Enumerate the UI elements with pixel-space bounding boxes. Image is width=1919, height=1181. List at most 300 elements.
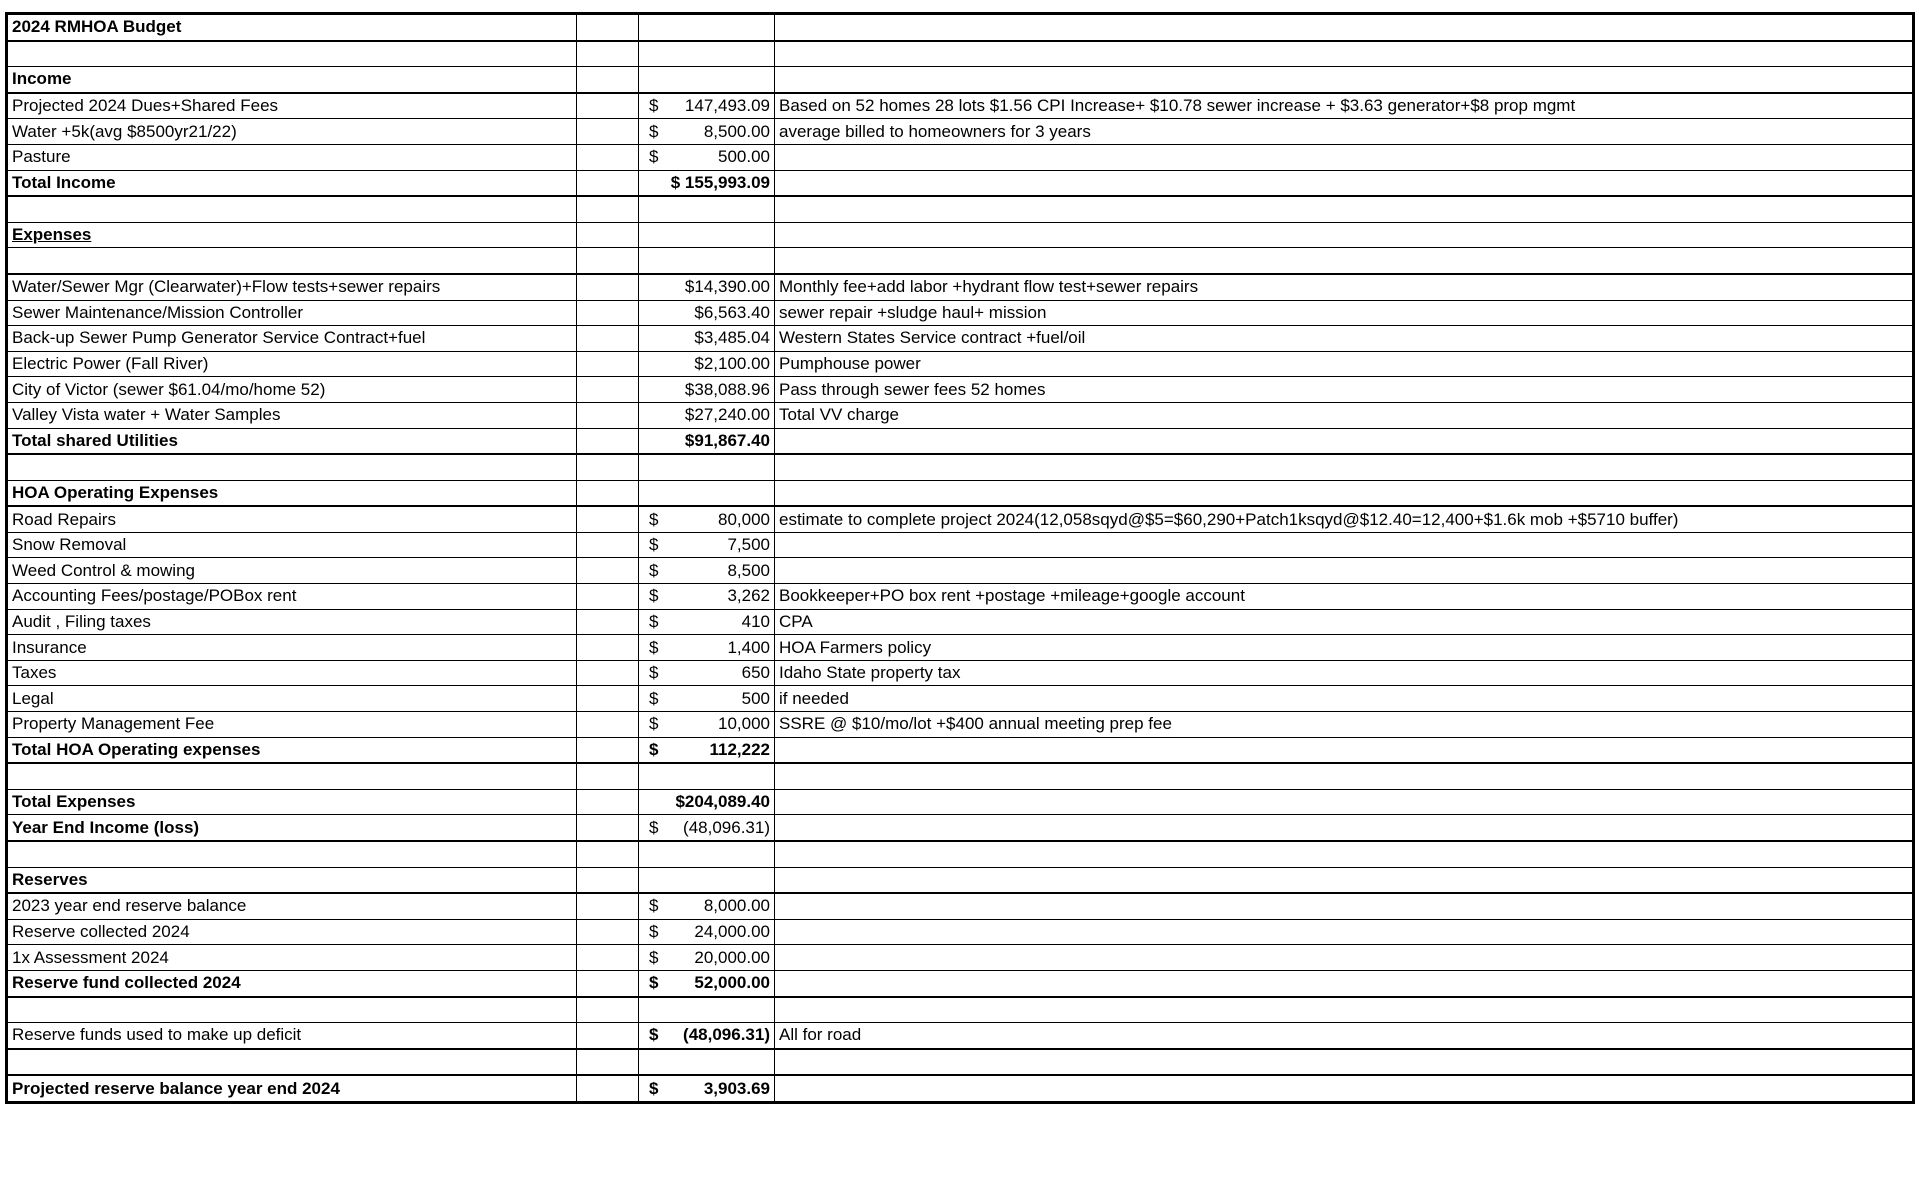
amount-value: $3,485.04: [694, 328, 770, 348]
cell-spacer[interactable]: [577, 351, 639, 377]
amount-wrap: [643, 1077, 770, 1101]
cell-note[interactable]: [775, 14, 1914, 41]
cell-amount[interactable]: [639, 712, 775, 738]
cell-label[interactable]: [7, 970, 577, 996]
amount-value: 8,500.00: [703, 121, 770, 141]
budget-spreadsheet: [5, 12, 1915, 1104]
cell-amount[interactable]: [639, 997, 775, 1023]
cell-amount[interactable]: [639, 1049, 775, 1076]
budget-row: [7, 841, 1914, 867]
row-label: Accounting Fees/postage/POBox rent: [12, 586, 297, 606]
cell-amount[interactable]: [639, 222, 775, 248]
row-note: Based on 52 homes 28 lots $1.56 CPI Increase+ $10.78 sewer increase + $3.63 generator+$8 prop mgmt: [779, 96, 1576, 116]
row-note: Total VV charge: [779, 405, 900, 425]
amount-wrap: [643, 584, 770, 608]
cell-spacer[interactable]: [577, 377, 639, 403]
cell-amount[interactable]: [639, 248, 775, 274]
cell-label[interactable]: [7, 196, 577, 222]
cell-spacer[interactable]: [577, 789, 639, 815]
cell-amount[interactable]: [639, 763, 775, 789]
budget-row: [7, 609, 1914, 635]
cell-label[interactable]: [7, 274, 577, 300]
row-label: Reserve fund collected 2024: [12, 973, 241, 993]
amount-value: $204,089.40: [675, 792, 770, 812]
row-label: Year End Income (loss): [12, 817, 200, 837]
cell-amount[interactable]: [639, 402, 775, 428]
row-label: Snow Removal: [12, 535, 127, 555]
row-label: Total shared Utilities: [12, 430, 178, 450]
cell-label[interactable]: [7, 893, 577, 919]
cell-label[interactable]: [7, 248, 577, 274]
cell-label[interactable]: [7, 377, 577, 403]
cell-amount[interactable]: [639, 686, 775, 712]
cell-label[interactable]: [7, 737, 577, 763]
amount-wrap: [643, 533, 770, 557]
cell-amount[interactable]: [639, 635, 775, 661]
cell-amount[interactable]: [639, 428, 775, 454]
amount-wrap: [643, 508, 770, 532]
cell-spacer[interactable]: [577, 506, 639, 532]
cell-spacer[interactable]: [577, 867, 639, 893]
cell-label[interactable]: [7, 170, 577, 196]
cell-note[interactable]: [775, 584, 1914, 610]
cell-label[interactable]: [7, 1023, 577, 1049]
cell-amount[interactable]: [639, 1023, 775, 1049]
cell-amount[interactable]: [639, 737, 775, 763]
cell-label[interactable]: [7, 584, 577, 610]
amount-wrap: [643, 610, 770, 634]
row-note: Western States Service contract +fuel/oil: [779, 328, 1086, 348]
amount-value: 500.00: [718, 147, 770, 167]
budget-row: [7, 402, 1914, 428]
cell-label[interactable]: [7, 144, 577, 170]
cell-amount[interactable]: [639, 300, 775, 326]
amount-wrap: [643, 171, 770, 195]
cell-spacer[interactable]: [577, 222, 639, 248]
amount-wrap: [643, 429, 770, 453]
cell-amount[interactable]: [639, 506, 775, 532]
cell-amount[interactable]: [639, 893, 775, 919]
currency-symbol: $: [649, 947, 659, 967]
cell-note[interactable]: [775, 274, 1914, 300]
cell-label[interactable]: [7, 686, 577, 712]
cell-spacer[interactable]: [577, 532, 639, 558]
budget-row: [7, 763, 1914, 789]
cell-amount[interactable]: [639, 351, 775, 377]
cell-spacer[interactable]: [577, 170, 639, 196]
amount-value: 3,903.69: [703, 1078, 770, 1098]
cell-note[interactable]: [775, 686, 1914, 712]
cell-label[interactable]: [7, 867, 577, 893]
amount-wrap: [643, 275, 770, 299]
cell-spacer[interactable]: [577, 93, 639, 119]
cell-spacer[interactable]: [577, 609, 639, 635]
row-label: Road Repairs: [12, 509, 116, 529]
cell-note[interactable]: [775, 660, 1914, 686]
cell-amount[interactable]: [639, 170, 775, 196]
cell-spacer[interactable]: [577, 1075, 639, 1102]
row-label: City of Victor (sewer $61.04/mo/home 52): [12, 379, 326, 399]
budget-row: [7, 997, 1914, 1023]
row-label: Legal: [12, 688, 54, 708]
cell-label[interactable]: [7, 841, 577, 867]
cell-amount[interactable]: [639, 326, 775, 352]
cell-spacer[interactable]: [577, 584, 639, 610]
amount-wrap: [643, 946, 770, 970]
amount-value: 80,000: [718, 509, 770, 529]
cell-note[interactable]: [775, 93, 1914, 119]
amount-value: 410: [741, 611, 770, 631]
currency-symbol: $: [649, 147, 659, 167]
amount-wrap: [643, 894, 770, 918]
cell-note[interactable]: [775, 945, 1914, 971]
cell-note[interactable]: [775, 222, 1914, 248]
amount-wrap: [643, 378, 770, 402]
amount-wrap: [643, 738, 770, 762]
row-label: Pasture: [12, 147, 71, 167]
cell-amount[interactable]: [639, 480, 775, 506]
cell-spacer[interactable]: [577, 635, 639, 661]
cell-amount[interactable]: [639, 945, 775, 971]
cell-spacer[interactable]: [577, 919, 639, 945]
row-label: Reserves: [12, 869, 88, 889]
cell-spacer[interactable]: [577, 326, 639, 352]
currency-symbol: $: [649, 817, 659, 837]
budget-row: [7, 93, 1914, 119]
row-label: Reserve collected 2024: [12, 922, 190, 942]
row-note: sewer repair +sludge haul+ mission: [779, 302, 1047, 322]
cell-label[interactable]: [7, 480, 577, 506]
cell-spacer[interactable]: [577, 144, 639, 170]
currency-symbol: $: [649, 586, 659, 606]
cell-spacer[interactable]: [577, 454, 639, 480]
row-note: Pumphouse power: [779, 354, 921, 374]
budget-row: [7, 506, 1914, 532]
cell-note[interactable]: [775, 1049, 1914, 1076]
budget-row: [7, 919, 1914, 945]
amount-value: (48,096.31): [683, 817, 770, 837]
cell-amount[interactable]: [639, 532, 775, 558]
cell-spacer[interactable]: [577, 119, 639, 145]
cell-note[interactable]: [775, 1075, 1914, 1102]
amount-value: 3,262: [727, 586, 770, 606]
cell-label[interactable]: [7, 222, 577, 248]
amount-value: 7,500: [727, 535, 770, 555]
budget-row: [7, 815, 1914, 841]
row-label: Taxes: [12, 663, 57, 683]
cell-amount[interactable]: [639, 867, 775, 893]
cell-spacer[interactable]: [577, 274, 639, 300]
amount-value: 112,222: [709, 739, 770, 759]
currency-symbol: $: [649, 509, 659, 529]
budget-rows: [7, 14, 1914, 1103]
cell-note[interactable]: [775, 506, 1914, 532]
cell-note[interactable]: [775, 893, 1914, 919]
currency-symbol: $: [649, 121, 659, 141]
amount-wrap: [643, 120, 770, 144]
cell-label[interactable]: [7, 919, 577, 945]
budget-row: [7, 558, 1914, 584]
row-label: Back-up Sewer Pump Generator Service Contract+fuel: [12, 328, 426, 348]
amount-value: 24,000.00: [694, 922, 770, 942]
cell-spacer[interactable]: [577, 1049, 639, 1076]
amount-value: 500: [741, 688, 770, 708]
cell-amount[interactable]: [639, 609, 775, 635]
amount-wrap: [643, 687, 770, 711]
cell-spacer[interactable]: [577, 997, 639, 1023]
cell-spacer[interactable]: [577, 196, 639, 222]
cell-amount[interactable]: [639, 454, 775, 480]
amount-value: 8,000.00: [703, 896, 770, 916]
cell-spacer[interactable]: [577, 970, 639, 996]
cell-note[interactable]: [775, 841, 1914, 867]
cell-amount[interactable]: [639, 1075, 775, 1102]
cell-spacer[interactable]: [577, 686, 639, 712]
amount-wrap: [643, 920, 770, 944]
cell-spacer[interactable]: [577, 815, 639, 841]
cell-note[interactable]: [775, 970, 1914, 996]
budget-row: [7, 893, 1914, 919]
cell-amount[interactable]: [639, 274, 775, 300]
cell-note[interactable]: [775, 763, 1914, 789]
amount-wrap: [643, 712, 770, 736]
currency-symbol: $: [649, 663, 659, 683]
cell-note[interactable]: [775, 351, 1914, 377]
budget-row: [7, 1049, 1914, 1076]
cell-amount[interactable]: [639, 558, 775, 584]
cell-note[interactable]: [775, 609, 1914, 635]
amount-value: $2,100.00: [694, 354, 770, 374]
currency-symbol: $: [649, 973, 659, 993]
amount-value: $91,867.40: [684, 430, 770, 450]
cell-label[interactable]: [7, 428, 577, 454]
cell-amount[interactable]: [639, 970, 775, 996]
cell-label[interactable]: [7, 532, 577, 558]
cell-note[interactable]: [775, 737, 1914, 763]
cell-label[interactable]: [7, 815, 577, 841]
cell-amount[interactable]: [639, 841, 775, 867]
budget-row: [7, 712, 1914, 738]
cell-label[interactable]: [7, 300, 577, 326]
row-label: HOA Operating Expenses: [12, 482, 219, 502]
amount-value: 20,000.00: [694, 947, 770, 967]
cell-amount[interactable]: [639, 815, 775, 841]
budget-row: [7, 480, 1914, 506]
budget-row: [7, 41, 1914, 67]
budget-row: [7, 737, 1914, 763]
cell-label[interactable]: [7, 1075, 577, 1102]
cell-amount[interactable]: [639, 119, 775, 145]
currency-symbol: $: [649, 1025, 659, 1045]
cell-spacer[interactable]: [577, 1023, 639, 1049]
amount-value: $27,240.00: [684, 405, 770, 425]
amount-value: 8,500: [727, 560, 770, 580]
currency-symbol: $: [649, 535, 659, 555]
currency-symbol: $: [649, 611, 659, 631]
cell-amount[interactable]: [639, 789, 775, 815]
currency-symbol: $: [649, 637, 659, 657]
cell-amount[interactable]: [639, 196, 775, 222]
budget-row: [7, 67, 1914, 93]
amount-wrap: [643, 816, 770, 840]
cell-spacer[interactable]: [577, 945, 639, 971]
budget-row: [7, 351, 1914, 377]
cell-note[interactable]: [775, 635, 1914, 661]
cell-note[interactable]: [775, 789, 1914, 815]
cell-label[interactable]: [7, 119, 577, 145]
cell-spacer[interactable]: [577, 402, 639, 428]
row-note: Monthly fee+add labor +hydrant flow test+sewer repairs: [779, 277, 1199, 297]
cell-label[interactable]: [7, 558, 577, 584]
amount-wrap: [643, 326, 770, 350]
cell-note[interactable]: [775, 997, 1914, 1023]
cell-label[interactable]: [7, 763, 577, 789]
cell-note[interactable]: [775, 41, 1914, 67]
row-label: 2024 RMHOA Budget: [12, 17, 182, 37]
budget-row: [7, 789, 1914, 815]
cell-spacer[interactable]: [577, 763, 639, 789]
cell-label[interactable]: [7, 454, 577, 480]
cell-label[interactable]: [7, 402, 577, 428]
cell-spacer[interactable]: [577, 67, 639, 93]
budget-row: [7, 635, 1914, 661]
cell-spacer[interactable]: [577, 480, 639, 506]
amount-value: $6,563.40: [694, 302, 770, 322]
budget-row: [7, 144, 1914, 170]
cell-note[interactable]: [775, 196, 1914, 222]
amount-value: $ 155,993.09: [670, 172, 770, 192]
cell-note[interactable]: [775, 144, 1914, 170]
cell-spacer[interactable]: [577, 558, 639, 584]
budget-row: [7, 14, 1914, 41]
amount-value: 650: [741, 663, 770, 683]
cell-amount[interactable]: [639, 67, 775, 93]
cell-amount[interactable]: [639, 93, 775, 119]
cell-label[interactable]: [7, 660, 577, 686]
currency-symbol: $: [649, 739, 659, 759]
cell-note[interactable]: [775, 326, 1914, 352]
budget-row: [7, 454, 1914, 480]
cell-label[interactable]: [7, 635, 577, 661]
cell-amount[interactable]: [639, 41, 775, 67]
row-label: Projected reserve balance year end 2024: [12, 1078, 340, 1098]
budget-row: [7, 170, 1914, 196]
amount-value: 1,400: [727, 637, 770, 657]
amount-wrap: [643, 94, 770, 118]
cell-amount[interactable]: [639, 919, 775, 945]
cell-note[interactable]: [775, 170, 1914, 196]
cell-label[interactable]: [7, 712, 577, 738]
cell-label[interactable]: [7, 997, 577, 1023]
budget-row: [7, 428, 1914, 454]
cell-spacer[interactable]: [577, 737, 639, 763]
cell-label[interactable]: [7, 789, 577, 815]
cell-note[interactable]: [775, 454, 1914, 480]
cell-note[interactable]: [775, 1023, 1914, 1049]
cell-note[interactable]: [775, 712, 1914, 738]
row-label: Water +5k(avg $8500yr21/22): [12, 121, 237, 141]
cell-spacer[interactable]: [577, 712, 639, 738]
cell-label[interactable]: [7, 609, 577, 635]
cell-note[interactable]: [775, 67, 1914, 93]
cell-label[interactable]: [7, 93, 577, 119]
budget-row: [7, 945, 1914, 971]
cell-note[interactable]: [775, 248, 1914, 274]
cell-note[interactable]: [775, 300, 1914, 326]
currency-symbol: $: [649, 1078, 659, 1098]
cell-label[interactable]: [7, 326, 577, 352]
row-label: Sewer Maintenance/Mission Controller: [12, 302, 304, 322]
row-note: HOA Farmers policy: [779, 637, 932, 657]
cell-label[interactable]: [7, 41, 577, 67]
cell-amount[interactable]: [639, 584, 775, 610]
cell-note[interactable]: [775, 532, 1914, 558]
cell-spacer[interactable]: [577, 660, 639, 686]
amount-value: $14,390.00: [684, 277, 770, 297]
cell-spacer[interactable]: [577, 841, 639, 867]
budget-row: [7, 119, 1914, 145]
cell-spacer[interactable]: [577, 893, 639, 919]
cell-spacer[interactable]: [577, 300, 639, 326]
cell-note[interactable]: [775, 815, 1914, 841]
cell-note[interactable]: [775, 480, 1914, 506]
currency-symbol: $: [649, 714, 659, 734]
cell-note[interactable]: [775, 402, 1914, 428]
cell-spacer[interactable]: [577, 14, 639, 41]
row-label: Total HOA Operating expenses: [12, 739, 261, 759]
amount-value: 10,000: [718, 714, 770, 734]
amount-value: 147,493.09: [684, 96, 770, 116]
budget-row: [7, 222, 1914, 248]
row-note: CPA: [779, 611, 813, 631]
row-note: if needed: [779, 688, 849, 708]
row-note: estimate to complete project 2024(12,058sqyd@$5=$60,290+Patch1ksqyd@$12.40=12,400+$1.6k mob +$5710 buffer): [779, 509, 1679, 529]
cell-label[interactable]: [7, 14, 577, 41]
cell-note[interactable]: [775, 867, 1914, 893]
budget-row: [7, 326, 1914, 352]
amount-wrap: [643, 790, 770, 814]
budget-row: [7, 867, 1914, 893]
cell-label[interactable]: [7, 1049, 577, 1076]
cell-amount[interactable]: [639, 660, 775, 686]
cell-spacer[interactable]: [577, 428, 639, 454]
amount-wrap: [643, 145, 770, 169]
cell-note[interactable]: [775, 558, 1914, 584]
cell-note[interactable]: [775, 428, 1914, 454]
budget-row: [7, 660, 1914, 686]
cell-amount[interactable]: [639, 377, 775, 403]
row-label: Valley Vista water + Water Samples: [12, 405, 281, 425]
currency-symbol: $: [649, 560, 659, 580]
cell-note[interactable]: [775, 919, 1914, 945]
row-label: Total Income: [12, 172, 116, 192]
cell-amount[interactable]: [639, 144, 775, 170]
row-label: Property Management Fee: [12, 714, 215, 734]
row-note: SSRE @ $10/mo/lot +$400 annual meeting prep fee: [779, 714, 1172, 734]
cell-spacer[interactable]: [577, 41, 639, 67]
row-label: Income: [12, 69, 72, 89]
cell-note[interactable]: [775, 377, 1914, 403]
row-label: Weed Control & mowing: [12, 560, 195, 580]
cell-label[interactable]: [7, 506, 577, 532]
cell-label[interactable]: [7, 945, 577, 971]
cell-spacer[interactable]: [577, 248, 639, 274]
amount-wrap: [643, 352, 770, 376]
cell-amount[interactable]: [639, 14, 775, 41]
cell-label[interactable]: [7, 351, 577, 377]
cell-label[interactable]: [7, 67, 577, 93]
cell-note[interactable]: [775, 119, 1914, 145]
